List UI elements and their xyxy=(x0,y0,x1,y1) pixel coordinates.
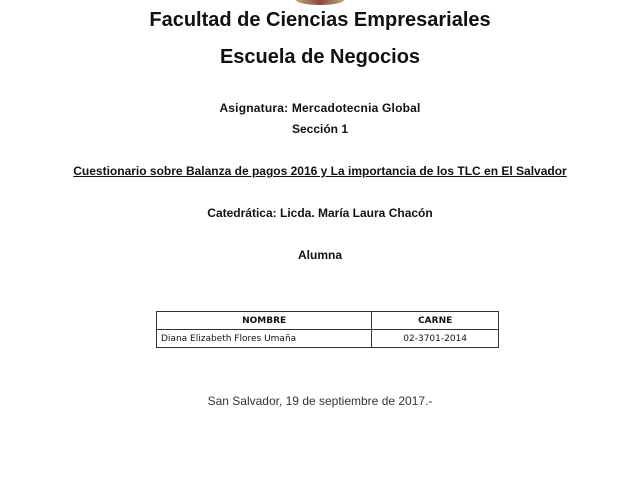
school-title: Escuela de Negocios xyxy=(219,46,421,68)
section-label: Sección 1 xyxy=(291,122,349,136)
table-row xyxy=(157,330,499,348)
subject-label: Asignatura: Mercadotecnia Global xyxy=(219,101,421,115)
student-heading: Alumna xyxy=(297,248,342,262)
student-name-cell: Diana Elizabeth Flores Umaña xyxy=(157,330,372,348)
column-header-carne: CARNE xyxy=(372,312,499,330)
table-header-row xyxy=(157,312,499,330)
student-carne-cell: 02-3701-2014 xyxy=(372,330,499,348)
assignment-title: Cuestionario sobre Balanza de pagos 2016 y La importancia de los TLC en El Salvador xyxy=(73,164,567,178)
student-table xyxy=(156,311,499,348)
place-date: San Salvador, 19 de septiembre de 2017.- xyxy=(207,394,433,408)
column-header-name: NOMBRE xyxy=(157,312,372,330)
professor-label: Catedrática: Licda. María Laura Chacón xyxy=(207,206,433,220)
faculty-title: Facultad de Ciencias Empresariales xyxy=(149,9,491,31)
university-logo xyxy=(296,0,344,5)
